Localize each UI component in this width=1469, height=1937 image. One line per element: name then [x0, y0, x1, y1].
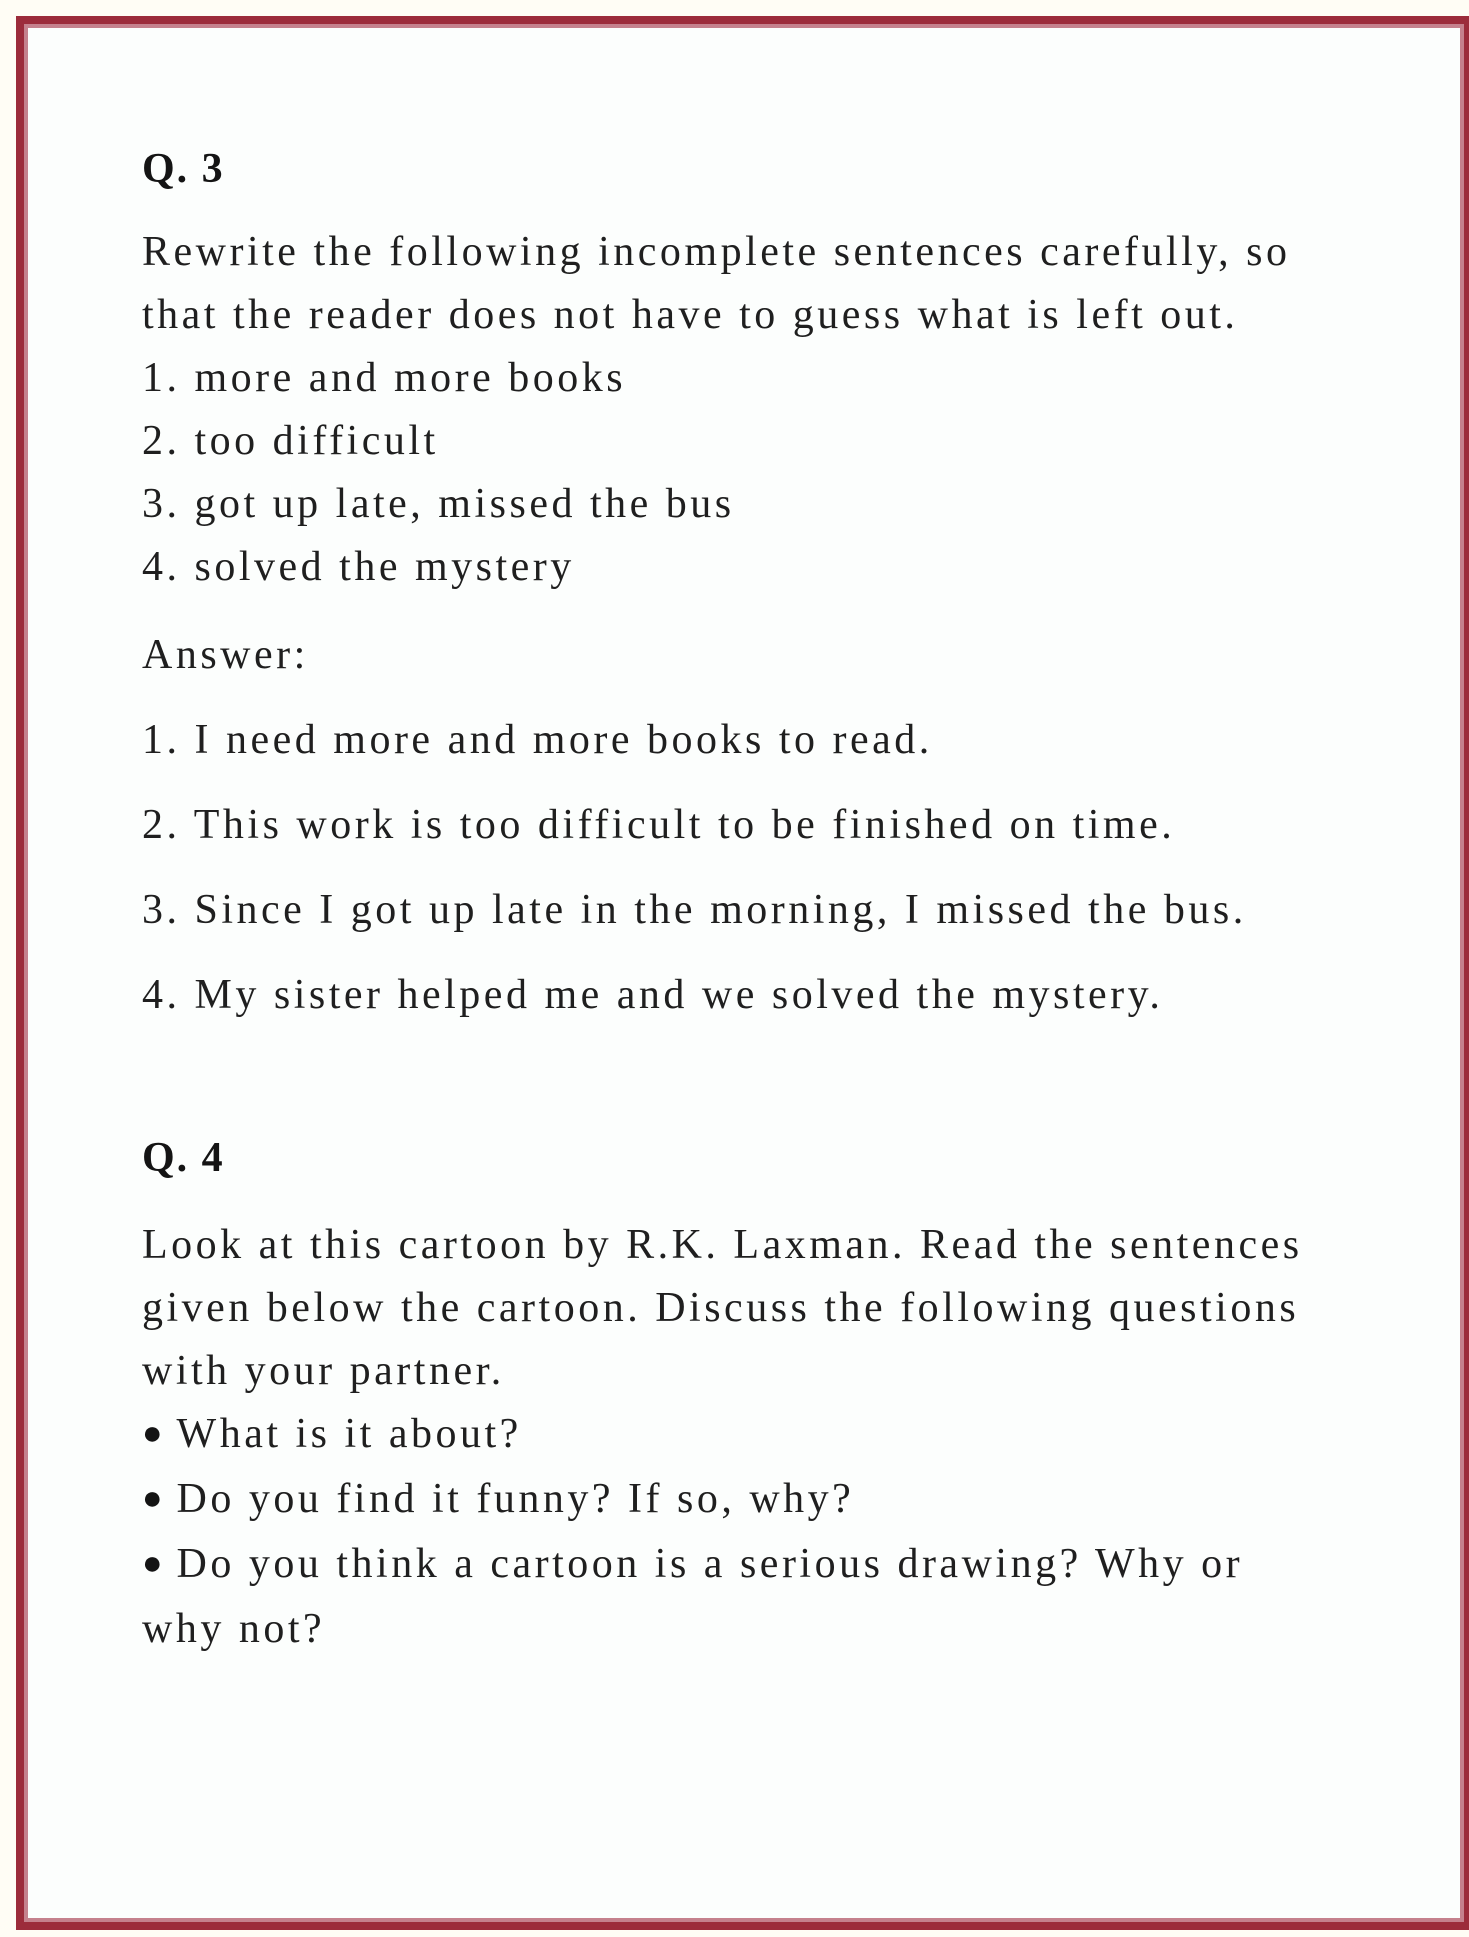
bullet-icon: ● — [142, 1480, 163, 1517]
bullet-item — [142, 1468, 1308, 1533]
answer-label: Answer: — [142, 632, 309, 678]
answer-item: 2. This work is too difficult to be finished on time. — [142, 802, 1176, 848]
bullet-item — [142, 1533, 1308, 1661]
page-content — [28, 28, 1460, 1918]
q3-prompt: Rewrite the following incomplete sentences carefully, so that the reader does not have to guess what is left out. — [142, 229, 1291, 338]
q4-heading: Q. 4 — [142, 1135, 225, 1181]
bullet-icon: ● — [142, 1545, 163, 1582]
q3-item-list — [142, 347, 1308, 599]
list-item: 4. solved the mystery — [142, 544, 575, 590]
q4-prompt: Look at this cartoon by R.K. Laxman. Read the sentences given below the cartoon. Discuss the following questions with your partner. — [142, 1222, 1303, 1394]
page-border-inner — [24, 24, 1464, 1922]
bullet-item — [142, 1403, 1308, 1468]
bullet-icon: ● — [142, 1415, 163, 1452]
q4-bullet-list — [142, 1403, 1308, 1661]
q3-heading: Q. 3 — [142, 146, 225, 192]
page-border-outer — [16, 16, 1469, 1930]
answer-item: 4. My sister helped me and we solved the mystery. — [142, 972, 1164, 1018]
list-item: 3. got up late, missed the bus — [142, 481, 735, 527]
answer-item: 3. Since I got up late in the morning, I missed the bus. — [142, 887, 1247, 933]
bullet-text: What is it about? — [176, 1411, 522, 1457]
list-item: 1. more and more books — [142, 355, 627, 401]
list-item: 2. too difficult — [142, 418, 439, 464]
bullet-text: Do you think a cartoon is a serious drawing? Why or why not? — [142, 1541, 1244, 1652]
bullet-text: Do you find it funny? If so, why? — [176, 1476, 855, 1522]
answer-item: 1. I need more and more books to read. — [142, 717, 933, 763]
